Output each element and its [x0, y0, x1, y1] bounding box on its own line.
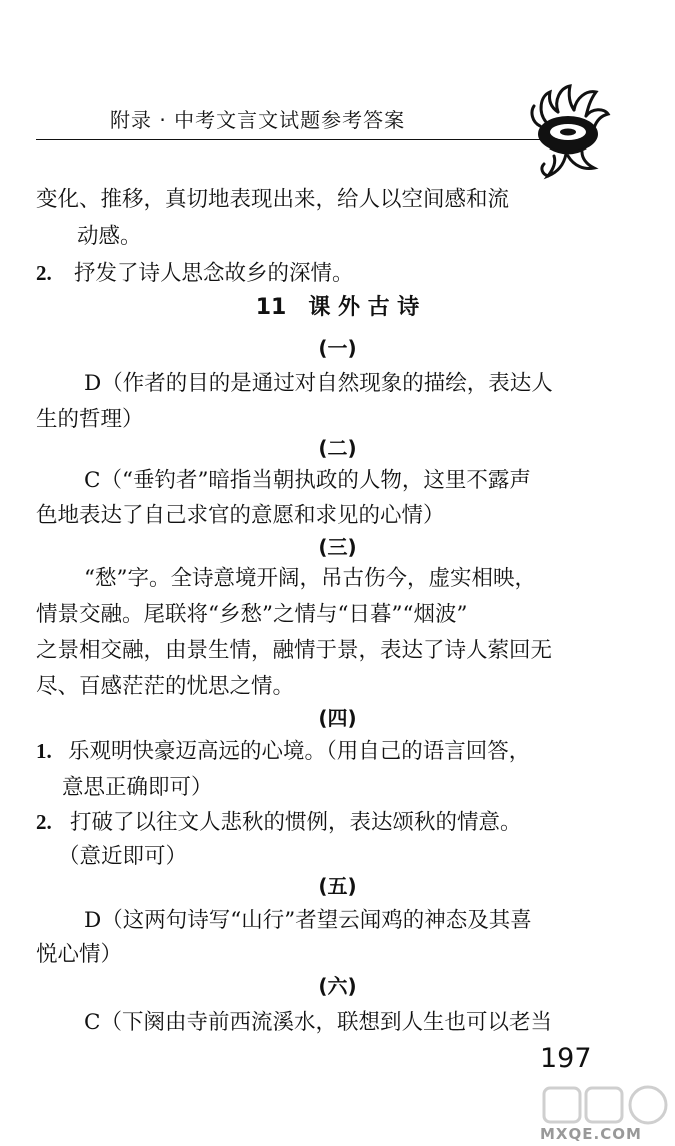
- text-line: 抒发了诗人思念故乡的深情。: [74, 261, 354, 286]
- subsection-label: (二): [318, 436, 357, 460]
- text-line: C（“垂钓者”暗指当朝执政的人物，这里不露声: [84, 468, 531, 493]
- subsection-label: (一): [318, 336, 357, 360]
- text-line: “愁”字。全诗意境开阔，吊古伤今，虚实相映，: [84, 566, 536, 591]
- subsection-label: (六): [318, 974, 357, 998]
- text-line: 色地表达了自己求官的意愿和求见的心情）: [36, 503, 445, 528]
- header-title: 附录 · 中考文言文试题参考答案: [110, 108, 406, 132]
- text-line: 生的哲理）: [36, 407, 144, 432]
- text-line: （意近即可）: [58, 844, 188, 869]
- subsection-label: (四): [318, 706, 357, 730]
- item-number: 1.: [36, 739, 52, 763]
- text-line: D（这两句诗写“山行”者望云闻鸡的神态及其喜: [84, 908, 532, 933]
- watermark-text: MXQE.COM: [540, 1125, 642, 1143]
- text-line: 意思正确即可）: [62, 775, 213, 800]
- flower-ornament-icon: [528, 82, 612, 186]
- text-line: 尽、百感茫茫的忧思之情。: [36, 674, 295, 699]
- section-title: 11 课 外 古 诗: [255, 295, 420, 320]
- header-rule: [36, 139, 548, 140]
- subsection-label: (三): [318, 535, 357, 559]
- text-line: 打破了以往文人悲秋的惯例，表达颂秋的情意。: [70, 810, 522, 835]
- page-number: 197: [540, 1043, 592, 1074]
- text-line: 悦心情）: [36, 942, 123, 967]
- item-number: 2.: [36, 810, 52, 834]
- subsection-label: (五): [318, 874, 357, 898]
- text-line: 动感。: [77, 224, 142, 249]
- text-line: 乐观明快豪迈高远的心境。（用自己的语言回答，: [68, 739, 531, 764]
- text-line: 变化、推移，真切地表现出来，给人以空间感和流: [36, 187, 510, 212]
- text-line: 之景相交融，由景生情，融情于景，表达了诗人萦回无: [36, 638, 553, 663]
- text-line: D（作者的目的是通过对自然现象的描绘，表达人: [84, 371, 553, 396]
- item-number: 2.: [36, 261, 52, 285]
- text-line: 情景交融。尾联将“乡愁”之情与“日暮”“烟波”: [36, 602, 468, 627]
- text-line: C（下阕由寺前西流溪水，联想到人生也可以老当: [84, 1010, 552, 1035]
